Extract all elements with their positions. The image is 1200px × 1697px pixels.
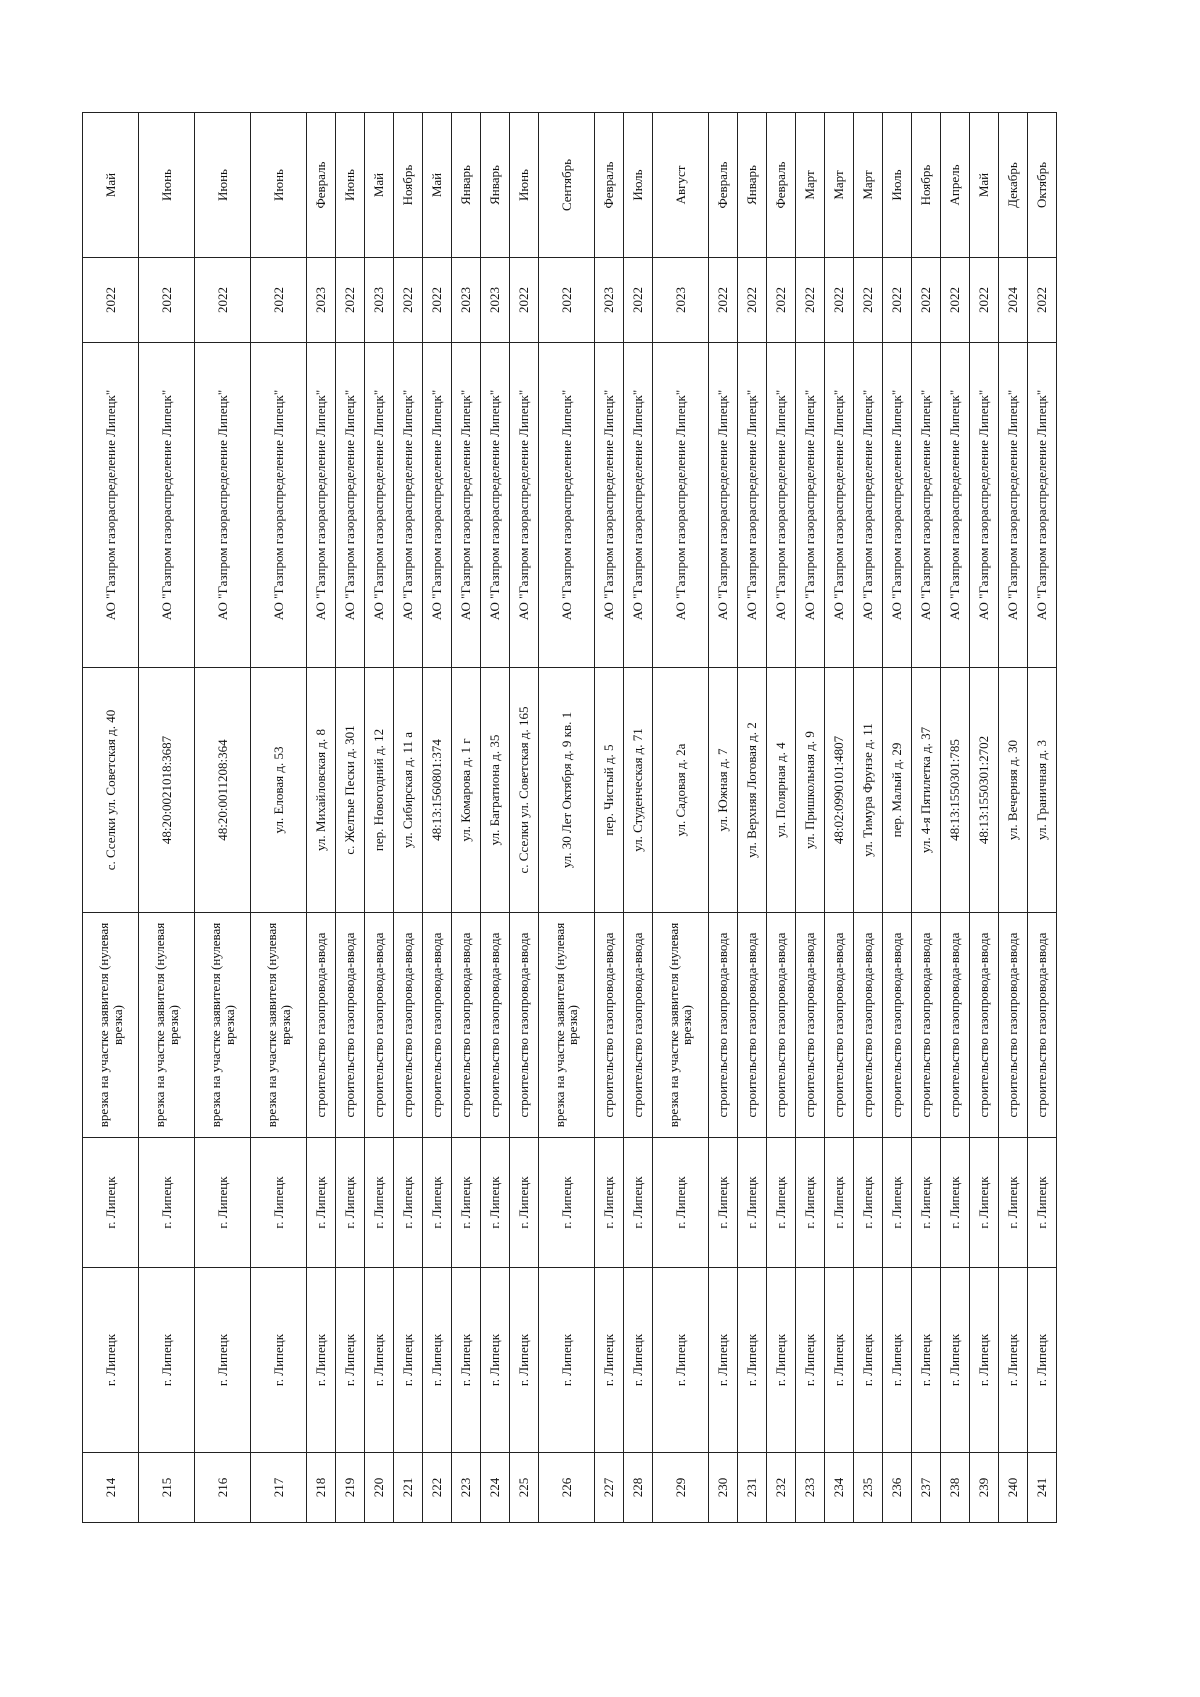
work-type-cell: строительство газопровода-ввода [480,913,509,1138]
address-cell: 48:02:0990101:4807 [824,668,853,913]
municipality-cell: г. Липецк [623,1268,652,1453]
locality-cell: г. Липецк [364,1138,393,1268]
work-type-cell: строительство газопровода-ввода [882,913,911,1138]
organization-cell: АО "Газпром газораспределение Липецк" [83,343,139,668]
row-number-cell: 223 [451,1453,480,1523]
month-cell: Февраль [594,113,623,258]
month-cell: Июнь [195,113,251,258]
year-cell: 2023 [480,258,509,343]
locality-cell: г. Липецк [737,1138,766,1268]
year-cell: 2022 [1027,258,1056,343]
organization-cell: АО "Газпром газораспределение Липецк" [451,343,480,668]
month-cell: Июнь [251,113,307,258]
year-cell: 2022 [623,258,652,343]
year-cell: 2022 [882,258,911,343]
address-cell: 48:20:0011208:364 [195,668,251,913]
municipality-cell: г. Липецк [940,1268,969,1453]
year-cell: 2022 [824,258,853,343]
row-number-cell: 214 [83,1453,139,1523]
row-number-cell: 240 [998,1453,1027,1523]
work-type-cell: врезка на участке заявителя (нулевая врезка) [652,913,708,1138]
address-cell: ул. Еловая д. 53 [251,668,307,913]
rotated-table-container [82,113,1057,1523]
table-row [911,113,940,1523]
year-cell: 2022 [911,258,940,343]
month-cell: Июнь [139,113,195,258]
address-cell: с. Сселки ул. Советская д. 40 [83,668,139,913]
table-row [824,113,853,1523]
municipality-cell: г. Липецк [509,1268,538,1453]
organization-cell: АО "Газпром газораспределение Липецк" [998,343,1027,668]
table-row [83,113,139,1523]
year-cell: 2022 [393,258,422,343]
work-type-cell: строительство газопровода-ввода [451,913,480,1138]
work-type-cell: строительство газопровода-ввода [911,913,940,1138]
table-row [451,113,480,1523]
address-cell: ул. 4-я Пятилетка д. 37 [911,668,940,913]
month-cell: Январь [480,113,509,258]
table-row [652,113,708,1523]
municipality-cell: г. Липецк [538,1268,594,1453]
address-cell: ул. Садовая д. 2а [652,668,708,913]
municipality-cell: г. Липецк [451,1268,480,1453]
municipality-cell: г. Липецк [795,1268,824,1453]
locality-cell: г. Липецк [538,1138,594,1268]
row-number-cell: 215 [139,1453,195,1523]
address-cell: ул. Тимура Фрунзе д. 11 [853,668,882,913]
address-cell: 48:13:1550301:2702 [969,668,998,913]
row-number-cell: 220 [364,1453,393,1523]
address-cell: с. Желтые Пески д. 301 [335,668,364,913]
year-cell: 2022 [83,258,139,343]
row-number-cell: 216 [195,1453,251,1523]
organization-cell: АО "Газпром газораспределение Липецк" [940,343,969,668]
work-type-cell: строительство газопровода-ввода [766,913,795,1138]
year-cell: 2023 [307,258,336,343]
month-cell: Февраль [307,113,336,258]
work-type-cell: строительство газопровода-ввода [1027,913,1056,1138]
organization-cell: АО "Газпром газораспределение Липецк" [911,343,940,668]
table-row [998,113,1027,1523]
address-cell: ул. Комарова д. 1 г [451,668,480,913]
table-body [83,113,1057,1523]
locality-cell: г. Липецк [594,1138,623,1268]
month-cell: Май [364,113,393,258]
work-type-cell: строительство газопровода-ввода [594,913,623,1138]
municipality-cell: г. Липецк [422,1268,451,1453]
address-cell: ул. Вечерняя д. 30 [998,668,1027,913]
organization-cell: АО "Газпром газораспределение Липецк" [422,343,451,668]
work-type-cell: строительство газопровода-ввода [940,913,969,1138]
municipality-cell: г. Липецк [708,1268,737,1453]
year-cell: 2022 [795,258,824,343]
work-type-cell: строительство газопровода-ввода [509,913,538,1138]
row-number-cell: 230 [708,1453,737,1523]
municipality-cell: г. Липецк [1027,1268,1056,1453]
table-row [766,113,795,1523]
address-cell: пер. Чистый д. 5 [594,668,623,913]
month-cell: Август [652,113,708,258]
row-number-cell: 228 [623,1453,652,1523]
organization-cell: АО "Газпром газораспределение Липецк" [766,343,795,668]
row-number-cell: 217 [251,1453,307,1523]
municipality-cell: г. Липецк [393,1268,422,1453]
row-number-cell: 237 [911,1453,940,1523]
locality-cell: г. Липецк [708,1138,737,1268]
work-type-cell: врезка на участке заявителя (нулевая врезка) [538,913,594,1138]
locality-cell: г. Липецк [307,1138,336,1268]
month-cell: Март [824,113,853,258]
row-number-cell: 236 [882,1453,911,1523]
address-cell: 48:13:1550301:785 [940,668,969,913]
work-type-cell: строительство газопровода-ввода [708,913,737,1138]
month-cell: Май [83,113,139,258]
table-row [139,113,195,1523]
table-row [422,113,451,1523]
year-cell: 2023 [451,258,480,343]
organization-cell: АО "Газпром газораспределение Липецк" [538,343,594,668]
organization-cell: АО "Газпром газораспределение Липецк" [480,343,509,668]
address-cell: пер. Малый д. 29 [882,668,911,913]
municipality-cell: г. Липецк [251,1268,307,1453]
work-type-cell: строительство газопровода-ввода [853,913,882,1138]
organization-cell: АО "Газпром газораспределение Липецк" [1027,343,1056,668]
locality-cell: г. Липецк [795,1138,824,1268]
year-cell: 2022 [766,258,795,343]
municipality-cell: г. Липецк [480,1268,509,1453]
municipality-cell: г. Липецк [364,1268,393,1453]
year-cell: 2022 [422,258,451,343]
locality-cell: г. Липецк [766,1138,795,1268]
locality-cell: г. Липецк [652,1138,708,1268]
year-cell: 2022 [335,258,364,343]
municipality-cell: г. Липецк [594,1268,623,1453]
table-row [737,113,766,1523]
row-number-cell: 241 [1027,1453,1056,1523]
table-row [480,113,509,1523]
work-type-cell: врезка на участке заявителя (нулевая врезка) [139,913,195,1138]
year-cell: 2022 [853,258,882,343]
work-type-cell: строительство газопровода-ввода [998,913,1027,1138]
locality-cell: г. Липецк [911,1138,940,1268]
organization-cell: АО "Газпром газораспределение Липецк" [853,343,882,668]
year-cell: 2024 [998,258,1027,343]
table-row [509,113,538,1523]
locality-cell: г. Липецк [940,1138,969,1268]
month-cell: Ноябрь [393,113,422,258]
organization-cell: АО "Газпром газораспределение Липецк" [882,343,911,668]
address-cell: ул. Южная д. 7 [708,668,737,913]
month-cell: Декабрь [998,113,1027,258]
row-number-cell: 238 [940,1453,969,1523]
table-row [940,113,969,1523]
month-cell: Февраль [708,113,737,258]
table-row [364,113,393,1523]
municipality-cell: г. Липецк [83,1268,139,1453]
locality-cell: г. Липецк [1027,1138,1056,1268]
locality-cell: г. Липецк [139,1138,195,1268]
work-type-cell: врезка на участке заявителя (нулевая врезка) [195,913,251,1138]
table-row [335,113,364,1523]
locality-cell: г. Липецк [480,1138,509,1268]
month-cell: Апрель [940,113,969,258]
year-cell: 2023 [652,258,708,343]
row-number-cell: 232 [766,1453,795,1523]
table-row [708,113,737,1523]
address-cell: ул. Граничная д. 3 [1027,668,1056,913]
municipality-cell: г. Липецк [307,1268,336,1453]
work-type-cell: врезка на участке заявителя (нулевая врезка) [251,913,307,1138]
year-cell: 2022 [737,258,766,343]
municipality-cell: г. Липецк [824,1268,853,1453]
municipality-cell: г. Липецк [737,1268,766,1453]
address-cell: ул. Верхняя Логовая д. 2 [737,668,766,913]
locality-cell: г. Липецк [623,1138,652,1268]
month-cell: Февраль [766,113,795,258]
work-type-cell: строительство газопровода-ввода [737,913,766,1138]
locality-cell: г. Липецк [422,1138,451,1268]
municipality-cell: г. Липецк [882,1268,911,1453]
table-row [1027,113,1056,1523]
address-cell: ул. Пришкольная д. 9 [795,668,824,913]
year-cell: 2022 [969,258,998,343]
organization-cell: АО "Газпром газораспределение Липецк" [795,343,824,668]
row-number-cell: 225 [509,1453,538,1523]
month-cell: Июль [623,113,652,258]
work-type-cell: строительство газопровода-ввода [824,913,853,1138]
organization-cell: АО "Газпром газораспределение Липецк" [824,343,853,668]
year-cell: 2022 [251,258,307,343]
municipality-cell: г. Липецк [853,1268,882,1453]
locality-cell: г. Липецк [251,1138,307,1268]
address-cell: ул. Студенческая д. 71 [623,668,652,913]
organization-cell: АО "Газпром газораспределение Липецк" [737,343,766,668]
month-cell: Январь [737,113,766,258]
work-type-cell: строительство газопровода-ввода [307,913,336,1138]
locality-cell: г. Липецк [83,1138,139,1268]
row-number-cell: 219 [335,1453,364,1523]
month-cell: Май [969,113,998,258]
municipality-cell: г. Липецк [652,1268,708,1453]
row-number-cell: 224 [480,1453,509,1523]
table-row [307,113,336,1523]
month-cell: Ноябрь [911,113,940,258]
gas-connection-table [82,112,1057,1523]
year-cell: 2023 [364,258,393,343]
locality-cell: г. Липецк [969,1138,998,1268]
organization-cell: АО "Газпром газораспределение Липецк" [195,343,251,668]
work-type-cell: строительство газопровода-ввода [969,913,998,1138]
locality-cell: г. Липецк [998,1138,1027,1268]
organization-cell: АО "Газпром газораспределение Липецк" [364,343,393,668]
municipality-cell: г. Липецк [335,1268,364,1453]
row-number-cell: 227 [594,1453,623,1523]
locality-cell: г. Липецк [882,1138,911,1268]
work-type-cell: строительство газопровода-ввода [335,913,364,1138]
month-cell: Май [422,113,451,258]
row-number-cell: 239 [969,1453,998,1523]
row-number-cell: 229 [652,1453,708,1523]
row-number-cell: 218 [307,1453,336,1523]
year-cell: 2022 [708,258,737,343]
month-cell: Сентябрь [538,113,594,258]
row-number-cell: 221 [393,1453,422,1523]
address-cell: 48:13:1560801:374 [422,668,451,913]
year-cell: 2023 [594,258,623,343]
locality-cell: г. Липецк [393,1138,422,1268]
organization-cell: АО "Газпром газораспределение Липецк" [335,343,364,668]
organization-cell: АО "Газпром газораспределение Липецк" [509,343,538,668]
organization-cell: АО "Газпром газораспределение Липецк" [652,343,708,668]
address-cell: ул. Михайловская д. 8 [307,668,336,913]
table-row [594,113,623,1523]
organization-cell: АО "Газпром газораспределение Липецк" [594,343,623,668]
municipality-cell: г. Липецк [969,1268,998,1453]
month-cell: Март [853,113,882,258]
municipality-cell: г. Липецк [998,1268,1027,1453]
municipality-cell: г. Липецк [195,1268,251,1453]
table-row [969,113,998,1523]
work-type-cell: строительство газопровода-ввода [422,913,451,1138]
locality-cell: г. Липецк [195,1138,251,1268]
month-cell: Январь [451,113,480,258]
month-cell: Июнь [335,113,364,258]
table-row [251,113,307,1523]
locality-cell: г. Липецк [509,1138,538,1268]
row-number-cell: 222 [422,1453,451,1523]
table-row [853,113,882,1523]
address-cell: 48:20:0021018:3687 [139,668,195,913]
work-type-cell: строительство газопровода-ввода [393,913,422,1138]
row-number-cell: 226 [538,1453,594,1523]
row-number-cell: 233 [795,1453,824,1523]
year-cell: 2022 [940,258,969,343]
work-type-cell: строительство газопровода-ввода [364,913,393,1138]
year-cell: 2022 [139,258,195,343]
locality-cell: г. Липецк [853,1138,882,1268]
locality-cell: г. Липецк [335,1138,364,1268]
row-number-cell: 234 [824,1453,853,1523]
address-cell: ул. Полярная д. 4 [766,668,795,913]
work-type-cell: строительство газопровода-ввода [623,913,652,1138]
organization-cell: АО "Газпром газораспределение Липецк" [969,343,998,668]
table-row [882,113,911,1523]
work-type-cell: строительство газопровода-ввода [795,913,824,1138]
table-row [393,113,422,1523]
table-row [623,113,652,1523]
work-type-cell: врезка на участке заявителя (нулевая врезка) [83,913,139,1138]
table-row [538,113,594,1523]
month-cell: Март [795,113,824,258]
month-cell: Июнь [509,113,538,258]
table-row [195,113,251,1523]
address-cell: пер. Новогодний д. 12 [364,668,393,913]
address-cell: ул. Багратиона д. 35 [480,668,509,913]
address-cell: ул. 30 Лет Октября д. 9 кв. 1 [538,668,594,913]
year-cell: 2022 [509,258,538,343]
locality-cell: г. Липецк [824,1138,853,1268]
organization-cell: АО "Газпром газораспределение Липецк" [708,343,737,668]
year-cell: 2022 [538,258,594,343]
municipality-cell: г. Липецк [911,1268,940,1453]
table-row [795,113,824,1523]
organization-cell: АО "Газпром газораспределение Липецк" [393,343,422,668]
address-cell: ул. Сибирская д. 11 а [393,668,422,913]
organization-cell: АО "Газпром газораспределение Липецк" [139,343,195,668]
organization-cell: АО "Газпром газораспределение Липецк" [251,343,307,668]
row-number-cell: 231 [737,1453,766,1523]
locality-cell: г. Липецк [451,1138,480,1268]
organization-cell: АО "Газпром газораспределение Липецк" [623,343,652,668]
address-cell: с. Сселки ул. Советская д. 165 [509,668,538,913]
organization-cell: АО "Газпром газораспределение Липецк" [307,343,336,668]
year-cell: 2022 [195,258,251,343]
row-number-cell: 235 [853,1453,882,1523]
municipality-cell: г. Липецк [766,1268,795,1453]
month-cell: Июль [882,113,911,258]
municipality-cell: г. Липецк [139,1268,195,1453]
month-cell: Октябрь [1027,113,1056,258]
